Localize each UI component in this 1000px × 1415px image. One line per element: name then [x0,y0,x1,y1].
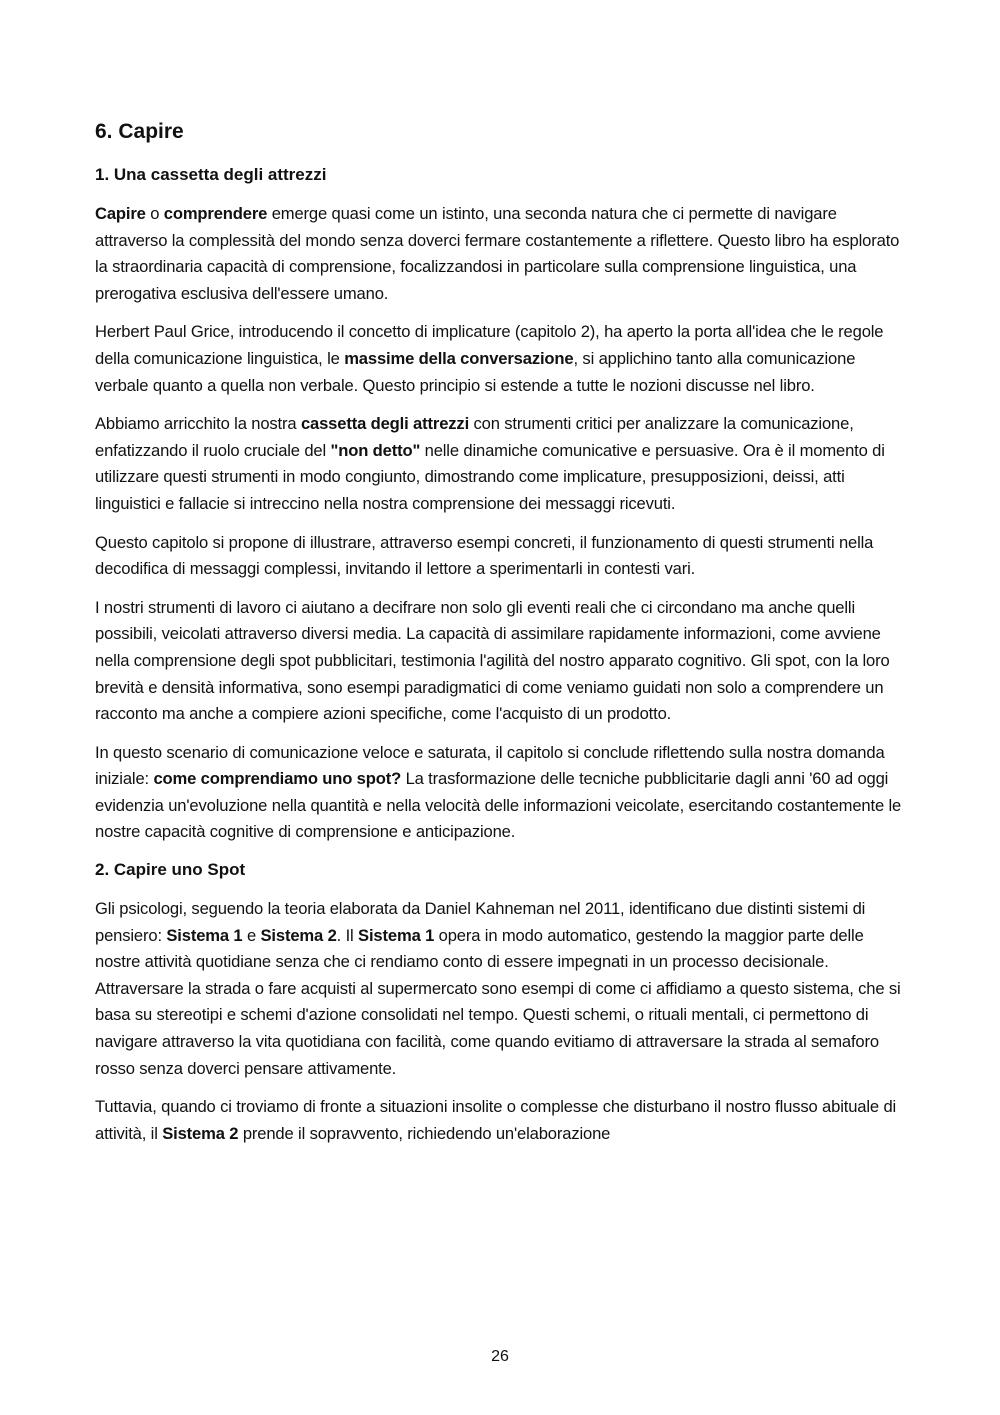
paragraph [95,595,905,728]
section-2-body [95,896,905,1147]
section-heading-1: 1. Una cassetta degli attrezzi [95,165,327,184]
paragraph [95,740,905,846]
bold-text: Sistema 1 [358,925,435,945]
text-run: Questo capitolo si propone di illustrare, attraverso esempi concreti, il funzionamento di questi strumenti nella decodifica di messaggi complessi, invitando il lettore a sperimentarli in contesti vari. [95,532,874,579]
bold-text: massime della conversazione [344,348,574,368]
text-run: . Il [336,925,359,945]
text-run: Herbert Paul Grice, introducendo il concetto di implicature (capitolo 2), ha aperto la porta all'idea che le regole della comunicazione linguistica, le [95,322,884,368]
text-run: Abbiamo arricchito la nostra [95,414,301,434]
paragraph [95,201,905,307]
text-run: , si applichino tanto alla comunicazione verbale quanto a quella non verbale. Questo principio si estende a tutte le nozioni discusse nel libro. [95,348,856,395]
text-run: Gli psicologi, seguendo la teoria elaborata da Daniel Kahneman nel 2011, identificano due distinti sistemi di pensiero: [95,899,866,945]
text-run: prende il sopravvento, richiedendo un'elaborazione [238,1123,611,1143]
bold-text: comprendere [163,204,268,223]
bold-text: Sistema 2 [260,925,337,945]
text-run: I nostri strumenti di lavoro ci aiutano a decifrare non solo gli eventi reali che ci circondano ma anche quelli possibili, veicolati attraverso diversi media. La capacità di assimilare rapidamente informazioni, come avviene nella comprensione degli spot pubblicitari, testimonia l'agilità del nostro apparato cognitivo. Gli spot, con la loro brevità e densità informativa, sono esempi paradigmatici di come veniamo guidati non solo a comprendere un racconto ma anche a compiere azioni specifiche, come l'acquisto di un prodotto. [95,597,890,724]
text-run: emerge quasi come un istinto, una seconda natura che ci permette di navigare attraverso la complessità del mondo senza doverci fermare costantemente a riflettere. Questo libro ha esplorato la straordinaria capacità di comprensione, focalizzandosi in particolare sulla comprensione linguistica, una prerogativa esclusiva dell'essere umano. [95,204,900,303]
paragraph [95,530,905,583]
paragraph [95,411,905,517]
page-number: 26 [491,1348,509,1365]
text-run: opera in modo automatico, gestendo la maggior parte delle nostre attività quotidiane senza che ci rendiamo conto di essere impegnati in un processo decisionale. Attraversare la strada o fare acquisti al supermercato sono esempi di come ci affidiamo a questo sistema, che si basa su stereotipi e schemi d'azione consolidati nel tempo. Questi schemi, o rituali mentali, ci permettono di navigare attraverso la vita quotidiana con facilità, come quando evitiamo di attraversare la strada al semaforo rosso senza doverci pensare attivamente. [95,925,901,1078]
bold-text: Sistema 1 [166,925,243,945]
paragraph [95,896,905,1082]
text-run: e [242,925,261,945]
document-page [95,118,905,1159]
text-run: o [145,204,164,223]
text-run: con strumenti critici per analizzare la comunicazione, enfatizzando il ruolo cruciale del [95,414,854,460]
text-run: nelle dinamiche comunicative e persuasive. Ora è il momento di utilizzare questi strumenti in modo congiunto, dimostrando come implicature, presupposizioni, deissi, atti linguistici e fallacie si intreccino nella nostra comprensione dei messaggi ricevuti. [95,440,885,513]
text-run: Tuttavia, quando ci troviamo di fronte a situazioni insolite o complesse che disturbano il nostro flusso abituale di attività, il [95,1097,897,1143]
bold-text: Capire [95,204,146,223]
bold-text: come comprendiamo uno spot? [153,769,402,789]
bold-text: "non detto" [330,440,421,460]
bold-text: Sistema 2 [162,1123,239,1143]
chapter-title: 6. Capire [95,120,184,143]
bold-text: cassetta degli attrezzi [300,414,470,434]
section-1-body [95,201,905,846]
paragraph [95,1094,905,1147]
paragraph [95,319,905,399]
text-run: La trasformazione delle tecniche pubblicitarie dagli anni '60 ad oggi evidenzia un'evoluzione nella quantità e nella velocità delle informazioni veicolate, esercitando costantemente le nostre capacità cognitive di comprensione e anticipazione. [95,769,902,842]
section-heading-2: 2. Capire uno Spot [95,860,246,880]
text-run: In questo scenario di comunicazione veloce e saturata, il capitolo si conclude riflettendo sulla nostra domanda iniziale: [95,742,885,789]
